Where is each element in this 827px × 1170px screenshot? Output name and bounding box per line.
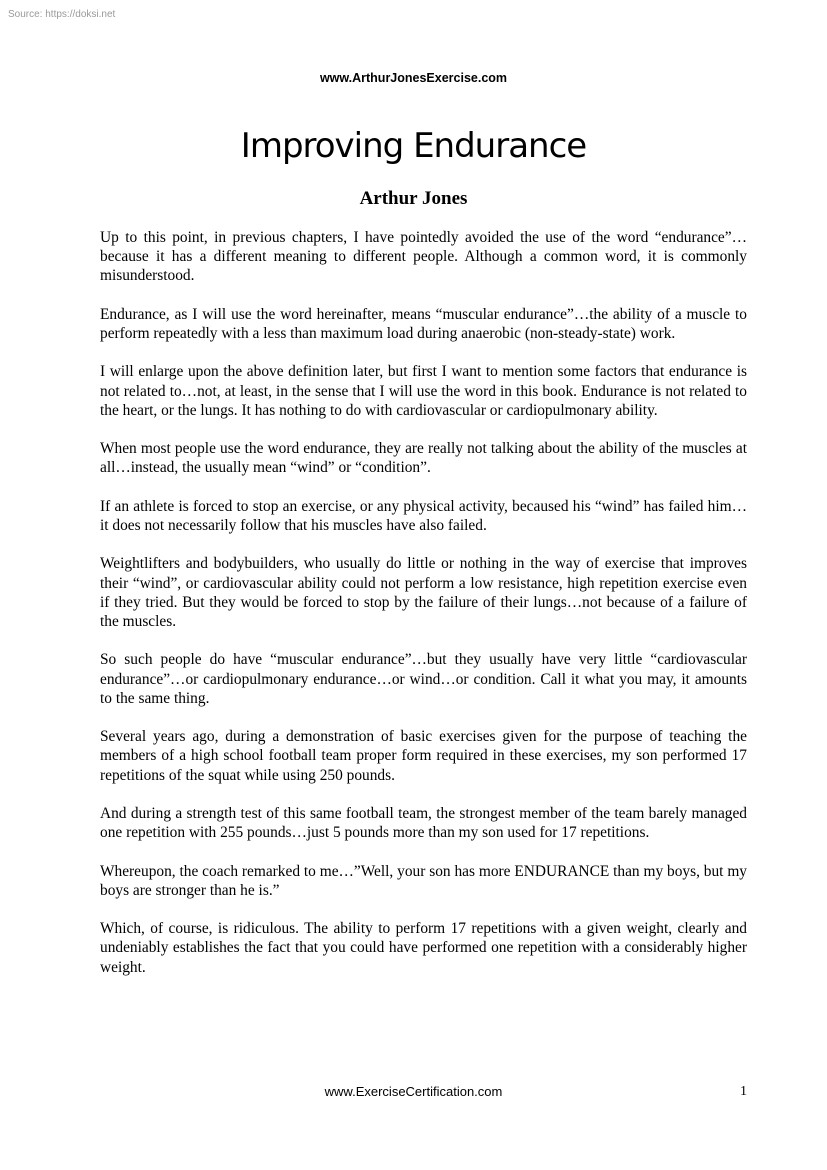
paragraph: If an athlete is forced to stop an exercise, or any physical activity, becaused his “wind” has failed him…it does not necessarily follow that his muscles have also failed. [100,497,747,534]
paragraph: And during a strength test of this same football team, the strongest member of the team barely managed one repetition with 255 pounds…just 5 pounds more than my son used for 17 repetitions. [100,804,747,842]
paragraph: Several years ago, during a demonstration of basic exercises given for the purpose of teaching the members of a high school football team proper form required in these exercises, my son performed 17 repetitions of the squat while using 250 pounds. [100,728,747,784]
paragraph: Weightlifters and bodybuilders, who usually do little or nothing in the way of exercise that improves their “wind”, or cardiovascular ability could not perform a low resistance, high repetition exercise even if they tried. But they would be forced to stop by the failure of their lungs…not because of a failure of the muscles. [100,555,747,630]
paragraph: Whereupon, the coach remarked to me…”Well, your son has more ENDURANCE than my boys, but my boys are stronger than he is.” [100,862,747,899]
paragraph: So such people do have “muscular endurance”…but they usually have very little “cardiovascular endurance”…or cardiopulmonary endurance…or wind…or condition. Call it what you may, it amounts to the same thing. [100,651,747,707]
document-title: Improving Endurance [240,126,587,166]
source-note: Source: https://doksi.net [8,9,116,20]
header-website-link[interactable]: www.ArthurJonesExercise.com [319,71,508,85]
page-number: 1 [740,1084,747,1099]
paragraph: Up to this point, in previous chapters, I have pointedly avoided the use of the word “endurance”…because it has a different meaning to different people. Although a common word, it is commonly misunderstood. [100,229,747,285]
paragraph: Which, of course, is ridiculous. The ability to perform 17 repetitions with a given weight, clearly and undeniably establishes the fact that you could have performed one repetition with a considerably higher weight. [100,920,747,976]
paragraph: When most people use the word endurance, they are really not talking about the ability of the muscles at all…instead, the usually mean “wind” or “condition”. [100,440,747,477]
footer-website-link[interactable]: www.ExerciseCertification.com [324,1084,503,1099]
paragraph: Endurance, as I will use the word hereinafter, means “muscular endurance”…the ability of a muscle to perform repeatedly with a less than maximum load during anaerobic (non-steady-state) work. [100,305,747,342]
article-body [100,228,747,996]
author-name: Arthur Jones [359,188,468,209]
paragraph: I will enlarge upon the above definition later, but first I want to mention some factors that endurance is not related to…not, at least, in the sense that I will use the word in this book. Endurance is not related to the heart, or the lungs. It has nothing to do with cardiovascular or cardiopulmonary ability. [100,363,747,419]
